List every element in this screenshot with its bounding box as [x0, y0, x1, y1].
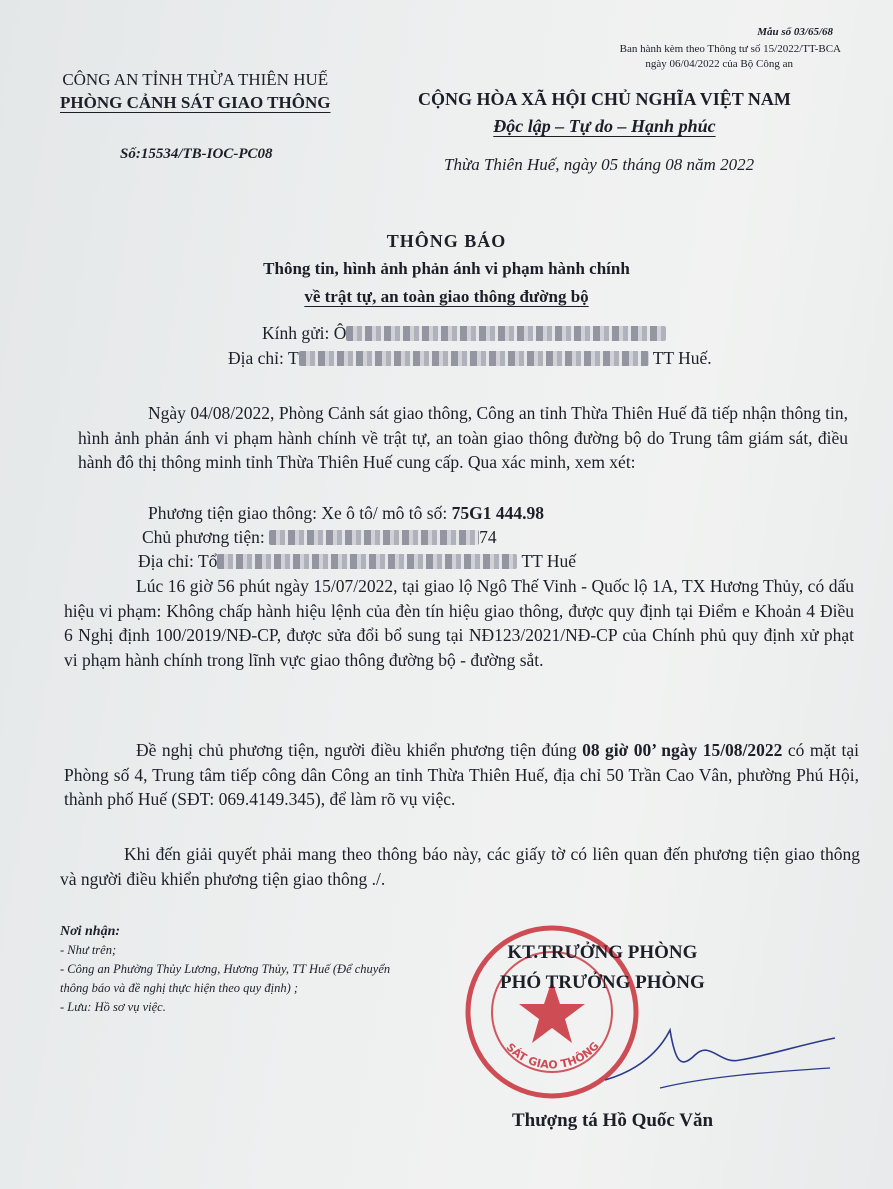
stamp-text: SÁT GIAO THÔNG	[503, 1039, 602, 1072]
paragraph-3-start: Đề nghị chủ phương tiện, người điều khiển phương tiện đúng	[136, 740, 577, 760]
recipients-block	[60, 922, 420, 1017]
vehicle-plate: 75G1 444.98	[451, 503, 544, 523]
agency-header	[60, 68, 330, 114]
nation-motto: Độc lập – Tự do – Hạnh phúc	[493, 116, 716, 136]
owner-address-label: Địa chỉ:	[138, 551, 194, 571]
paragraph-4: Khi đến giải quyết phải mang theo thông báo này, các giấy tờ có liên quan đến phương tiện giao thông và người điều khiển phương tiện giao thông ./.	[60, 844, 860, 889]
address-visible-end: TT Huế.	[652, 348, 712, 368]
signature-title-2: PHÓ TRƯỞNG PHÒNG	[500, 972, 705, 993]
signature-block	[500, 938, 705, 998]
handwritten-signature	[600, 1010, 840, 1100]
owner-address-line	[138, 550, 576, 573]
address-label: Địa chỉ:	[228, 348, 284, 368]
agency-name: CÔNG AN TỈNH THỪA THIÊN HUẾ	[62, 70, 329, 89]
greeting-name-visible: Ô	[333, 323, 347, 343]
notice-subtitle-1: Thông tin, hình ảnh phản ánh vi phạm hành chính	[263, 259, 630, 278]
recipient-item: - Như trên;	[60, 943, 117, 957]
owner-address-visible-end: TT Huế	[521, 551, 577, 571]
form-number: Mẫu số 03/65/68	[757, 26, 833, 38]
form-issued-line-1: Ban hành kèm theo Thông tư số 15/2022/TT-BCA	[619, 43, 841, 55]
owner-visible-end: 74	[479, 527, 497, 547]
svg-text:SÁT GIAO THÔNG	[504, 1039, 602, 1071]
recipient-item: - Lưu: Hồ sơ vụ việc.	[60, 1000, 166, 1014]
document-number: Số:15534/TB-IOC-PC08	[120, 146, 273, 162]
paragraph-2: Lúc 16 giờ 56 phút ngày 15/07/2022, tại giao lộ Ngô Thế Vinh - Quốc lộ 1A, TX Hương Thủy, có dấu hiệu vi phạm: Không chấp hành hiệu lệnh của đèn tín hiệu giao thông, được quy định tại Điểm e Khoản 4 Điều 6 Nghị định 100/2019/NĐ-CP, được sửa đổi bổ sung tại NĐ123/2021/NĐ-CP của Chính phủ quy định xử phạt vi phạm hành chính trong lĩnh vực giao thông đường bộ - đường sắt.	[64, 576, 854, 670]
place-date: Thừa Thiên Huế, ngày 05 tháng 08 năm 2022	[444, 155, 755, 174]
notice-heading: THÔNG BÁO	[386, 231, 507, 251]
signer-name: Thượng tá Hồ Quốc Văn	[512, 1110, 714, 1131]
nation-title: CỘNG HÒA XÃ HỘI CHỦ NGHĨA VIỆT NAM	[418, 89, 791, 109]
signature-title-1: KT.TRƯỞNG PHÒNG	[507, 942, 698, 963]
owner-label: Chủ phương tiện:	[142, 527, 265, 547]
redacted-owner	[269, 530, 479, 545]
owner-line	[142, 526, 497, 549]
paragraph-3-end: có mặt tại Phòng số 4, Trung tâm tiếp công dân Công an tỉnh Thừa Thiên Huế, địa chỉ 50 Trần Cao Vân, phường Phú Hội, thành phố Huế (SĐT: 069.4149.345), để làm rõ vụ việc.	[64, 740, 860, 809]
greeting-label: Kính gửi:	[262, 323, 330, 343]
national-header	[418, 86, 791, 140]
redacted-name	[346, 326, 666, 341]
recipients-heading: Nơi nhận:	[60, 924, 121, 939]
paragraph-1: Ngày 04/08/2022, Phòng Cảnh sát giao thông, Công an tỉnh Thừa Thiên Huế đã tiếp nhận thông tin, hình ảnh phản ánh vi phạm hành chính về trật tự, an toàn giao thông đường bộ do Trung tâm giám sát, điều hành đô thị thông minh tỉnh Thừa Thiên Huế cung cấp. Qua xác minh, xem xét:	[78, 403, 848, 472]
paragraph-3	[64, 738, 859, 812]
recipient-item: - Công an Phường Thủy Lương, Hương Thủy, TT Huế (Để chuyển thông báo và đề nghị thực hiện theo quy định) ;	[60, 962, 391, 995]
department-name: PHÒNG CẢNH SÁT GIAO THÔNG	[60, 93, 331, 112]
owner-address-visible-start: Tổ	[197, 551, 218, 571]
form-issued-line-2: ngày 06/04/2022 của Bộ Công an	[645, 58, 793, 70]
vehicle-line	[148, 502, 544, 525]
notice-subtitle-2: về trật tự, an toàn giao thông đường bộ	[304, 287, 589, 306]
vehicle-label: Phương tiện giao thông: Xe ô tô/ mô tô số:	[148, 503, 448, 523]
redacted-owner-address	[217, 554, 517, 569]
notice-title-block	[0, 227, 893, 311]
redacted-address	[299, 351, 649, 366]
appointment-time: 08 giờ 00’ ngày 15/08/2022	[582, 740, 783, 760]
address-line	[228, 347, 712, 370]
addressee-line	[262, 322, 666, 345]
address-visible-start: T	[287, 348, 299, 368]
